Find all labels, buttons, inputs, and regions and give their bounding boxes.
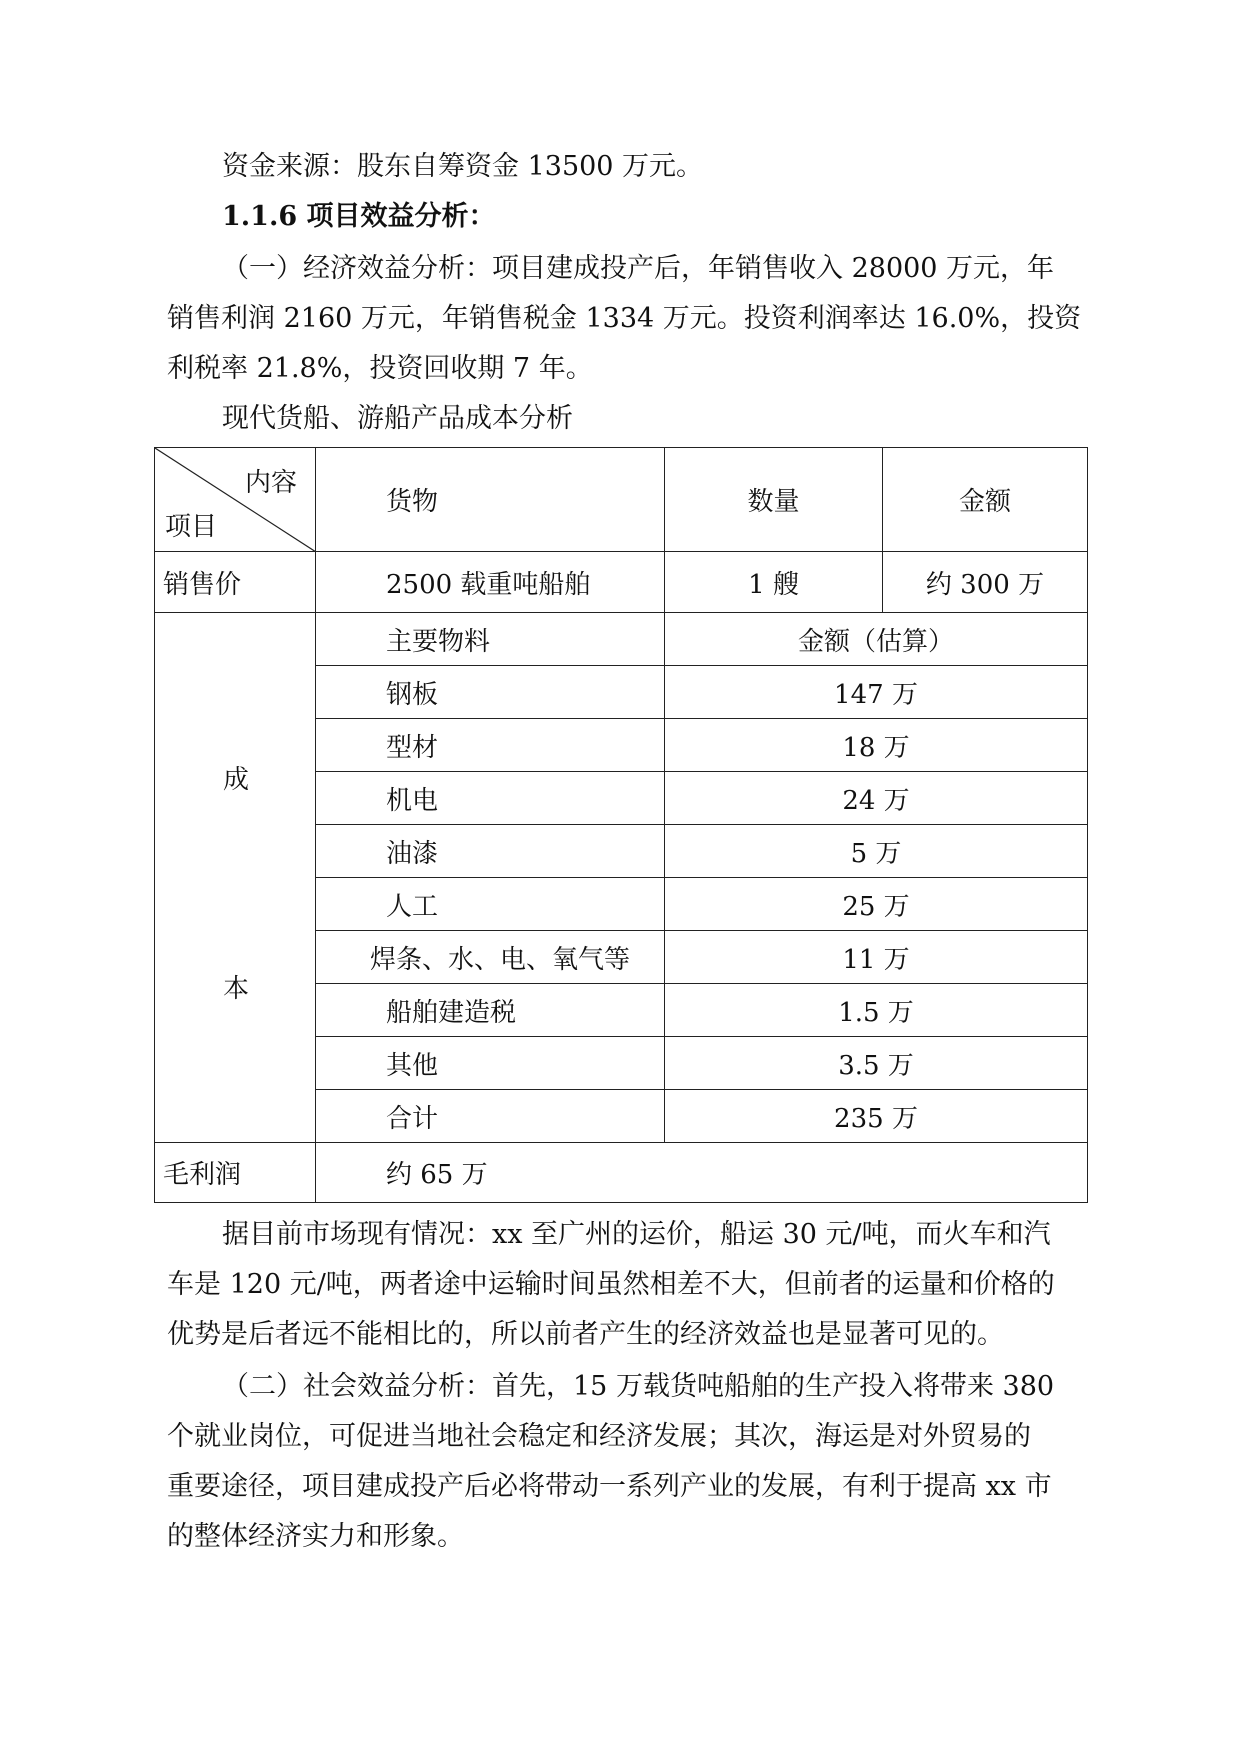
gross-profit-row — [155, 1143, 1088, 1203]
section-heading: 1.1.6 项目效益分析： — [222, 201, 496, 232]
sale-amount: 约 300 万 — [883, 552, 1088, 613]
cost-amount: 235 万 — [665, 1090, 1088, 1143]
paragraph-line: 的整体经济实力和形象。 — [167, 1521, 464, 1552]
cost-header-material: 主要物料 — [316, 613, 665, 666]
paragraph-line: （二）社会效益分析：首先，15 万载货吨船舶的生产投入将带来 380 — [222, 1371, 1055, 1402]
cost-label-char-2: 本 — [223, 974, 250, 1004]
cost-amount: 18 万 — [665, 719, 1088, 772]
diagonal-bottom-label: 项目 — [165, 512, 218, 542]
cost-item: 钢板 — [316, 666, 665, 719]
cost-amount: 24 万 — [665, 772, 1088, 825]
paragraph-line: 个就业岗位，可促进当地社会稳定和经济发展；其次，海运是对外贸易的 — [167, 1421, 1031, 1452]
cost-item: 型材 — [316, 719, 665, 772]
table-caption: 现代货船、游船产品成本分析 — [222, 403, 573, 434]
paragraph-line: 车是 120 元/吨，两者途中运输时间虽然相差不大，但前者的运量和价格的 — [167, 1269, 1055, 1300]
header-goods: 货物 — [316, 448, 665, 552]
paragraph-line: 利税率 21.8%，投资回收期 7 年。 — [167, 353, 593, 384]
gross-profit-value: 约 65 万 — [316, 1143, 1088, 1203]
paragraph-line: 优势是后者远不能相比的，所以前者产生的经济效益也是显著可见的。 — [167, 1319, 1004, 1350]
cost-item: 人工 — [316, 878, 665, 931]
sale-goods: 2500 载重吨船舶 — [316, 552, 665, 613]
cost-item: 油漆 — [316, 825, 665, 878]
cost-item: 合计 — [316, 1090, 665, 1143]
diagonal-top-label: 内容 — [244, 468, 297, 498]
paragraph-line: 据目前市场现有情况：xx 至广州的运价，船运 30 元/吨，而火车和汽 — [222, 1219, 1051, 1250]
cost-amount: 3.5 万 — [665, 1037, 1088, 1090]
cost-item: 船舶建造税 — [316, 984, 665, 1037]
diagonal-header-cell — [155, 448, 316, 552]
header-amount: 金额 — [883, 448, 1088, 552]
cost-header-row — [155, 613, 1088, 666]
header-quantity: 数量 — [665, 448, 883, 552]
cost-header-amount: 金额（估算） — [665, 613, 1088, 666]
cost-analysis-table — [154, 447, 1088, 1203]
cost-item: 焊条、水、电、氧气等 — [316, 931, 665, 984]
cost-amount: 25 万 — [665, 878, 1088, 931]
cost-label-cell — [155, 613, 316, 1143]
cost-amount: 11 万 — [665, 931, 1088, 984]
funding-line: 资金来源：股东自筹资金 13500 万元。 — [222, 151, 704, 182]
sale-quantity: 1 艘 — [665, 552, 883, 613]
cost-item: 其他 — [316, 1037, 665, 1090]
paragraph-line: 重要途径，项目建成投产后必将带动一系列产业的发展，有利于提高 xx 市 — [167, 1471, 1052, 1502]
gross-profit-label: 毛利润 — [155, 1143, 316, 1203]
sale-price-label: 销售价 — [155, 552, 316, 613]
cost-amount: 5 万 — [665, 825, 1088, 878]
sale-price-row — [155, 552, 1088, 613]
cost-label-char-1: 成 — [223, 765, 250, 795]
paragraph-line: 销售利润 2160 万元，年销售税金 1334 万元。投资利润率达 16.0%，投资 — [167, 303, 1082, 334]
paragraph-line: （一）经济效益分析：项目建成投产后，年销售收入 28000 万元，年 — [222, 253, 1055, 284]
cost-amount: 147 万 — [665, 666, 1088, 719]
table-header-row — [155, 448, 1088, 552]
cost-item: 机电 — [316, 772, 665, 825]
cost-amount: 1.5 万 — [665, 984, 1088, 1037]
